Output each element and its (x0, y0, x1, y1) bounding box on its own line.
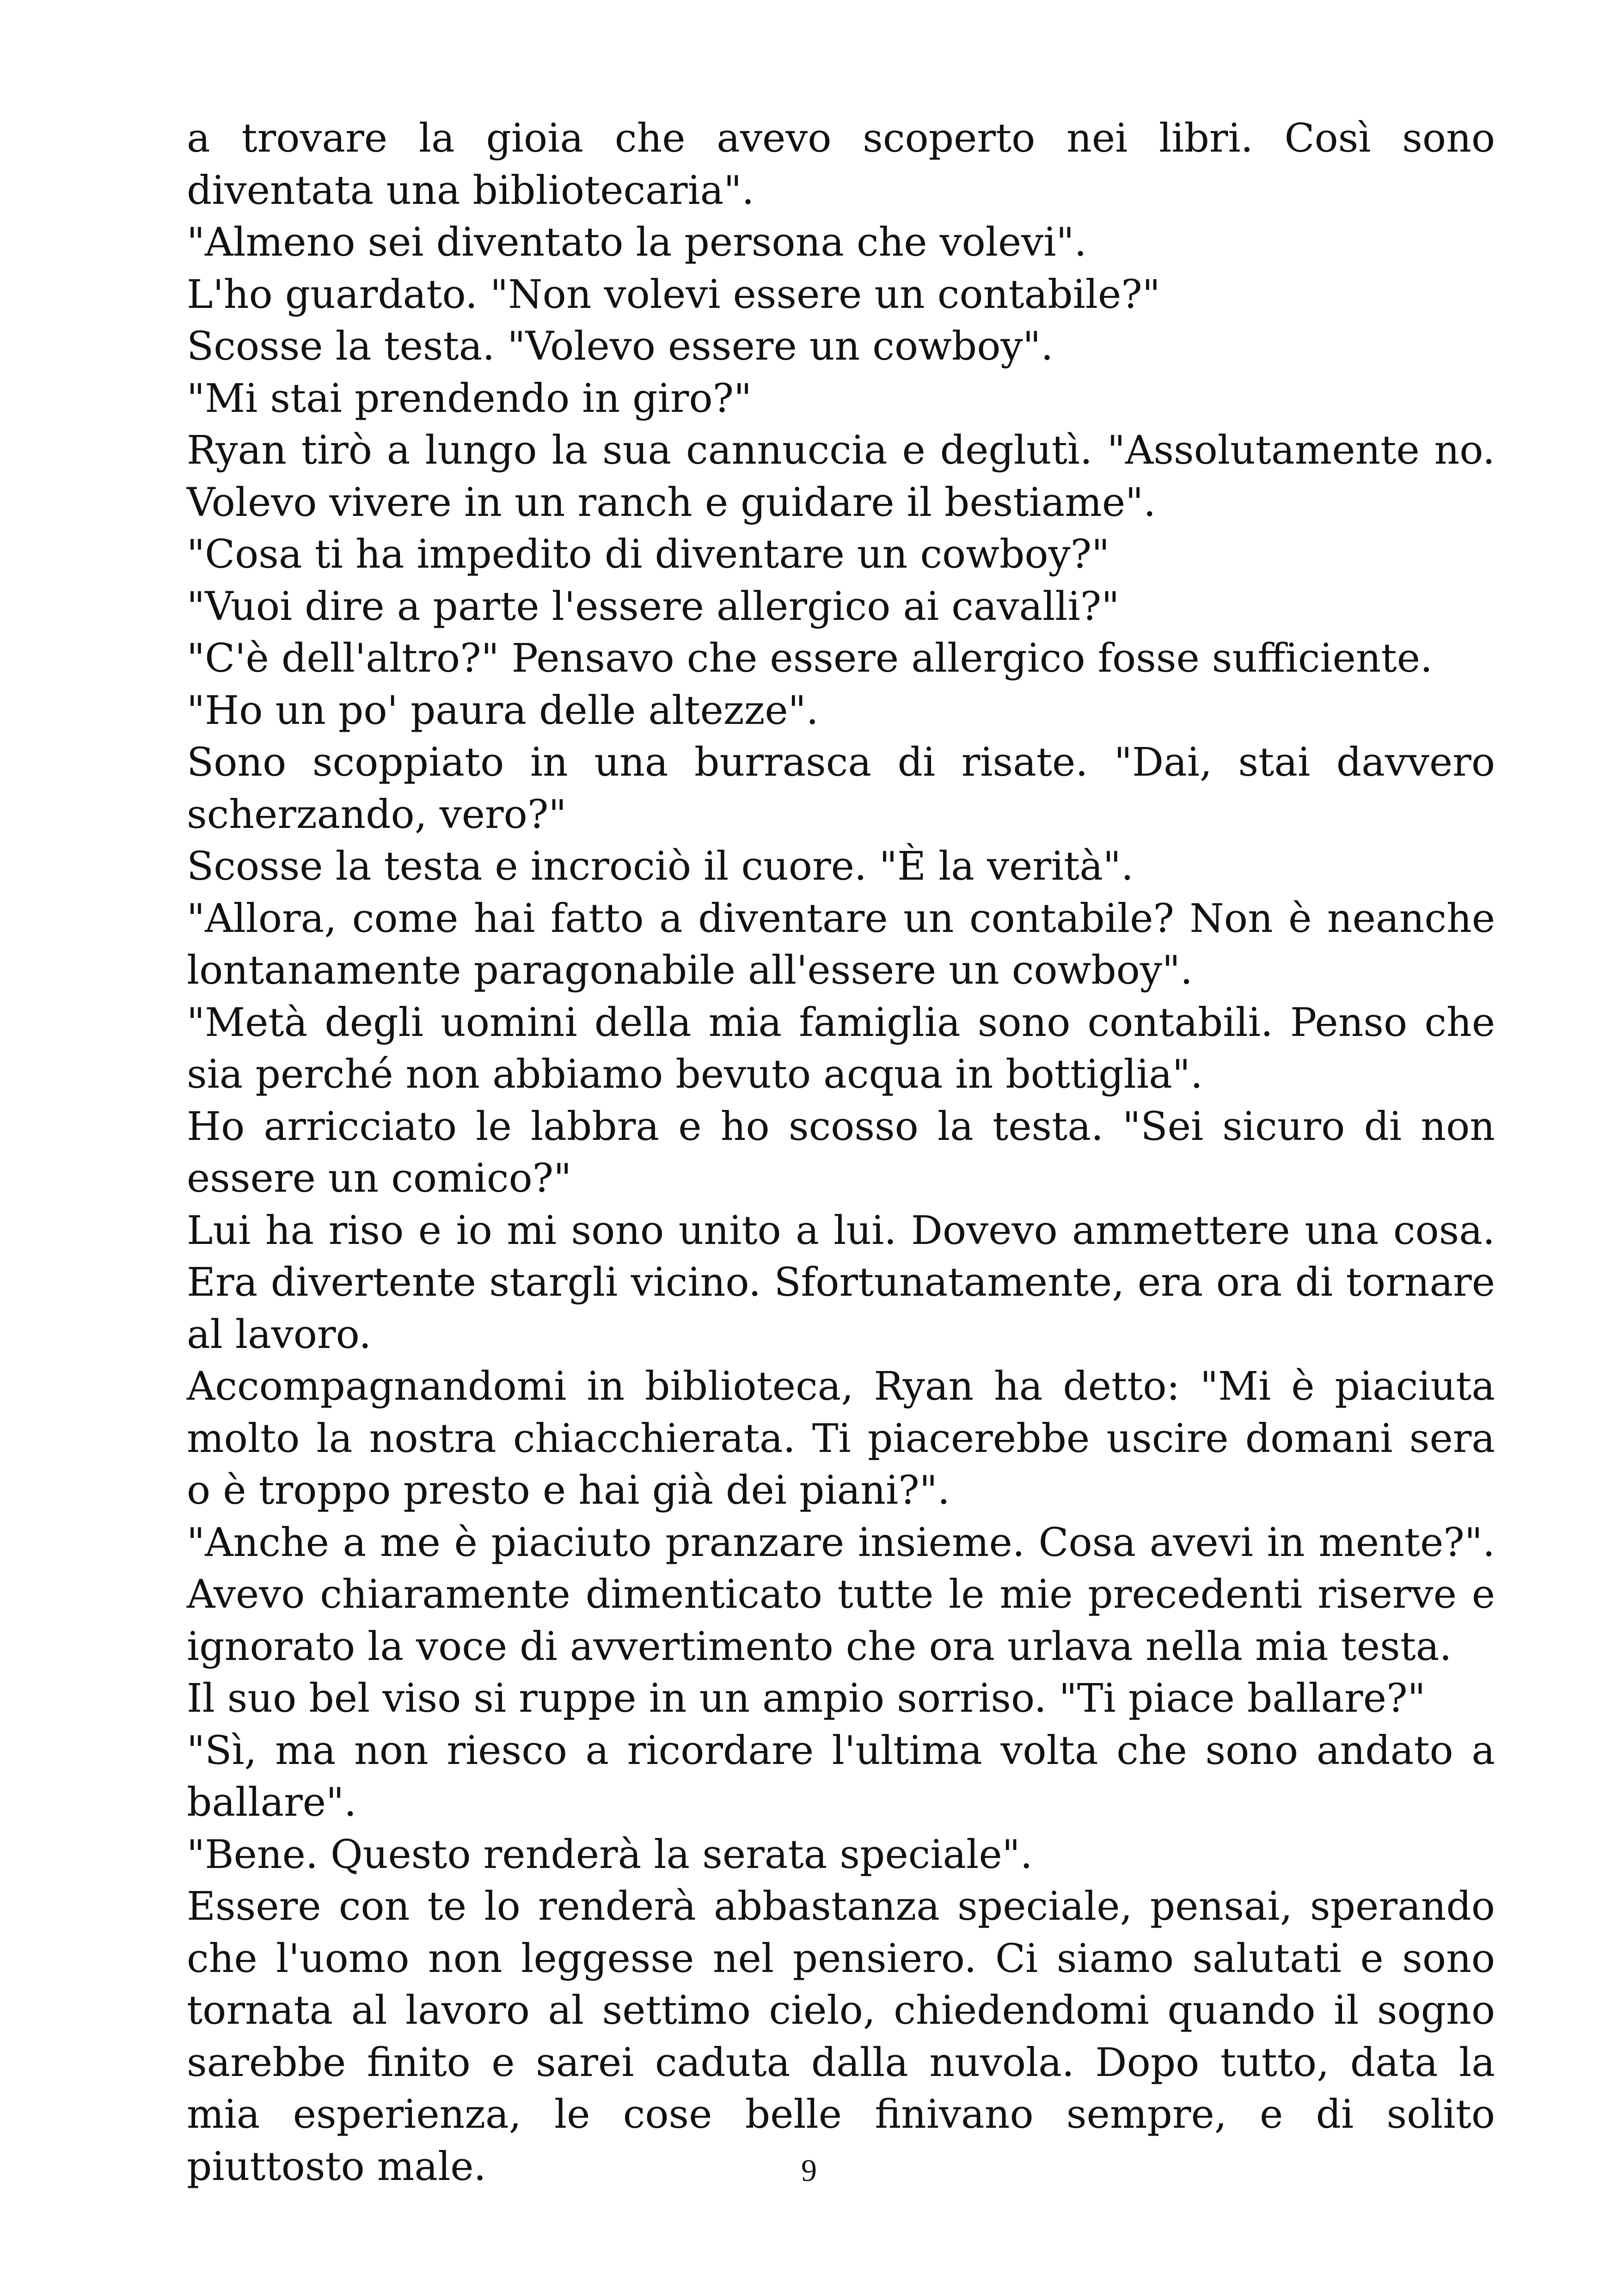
paragraph: Il suo bel viso si ruppe in un ampio sorriso. "Ti piace ballare?" (187, 1676, 1426, 1721)
paragraph: Accompagnandomi in biblioteca, Ryan ha detto: "Mi è piaciuta molto la nostra chiacchierata. Ti piacerebbe uscire domani sera o è troppo presto e hai già dei piani?". (187, 1364, 1495, 1513)
paragraph: "Anche a me è piaciuto pranzare insieme. Cosa avevi in mente?". Avevo chiaramente dimenticato tutte le mie precedenti riserve e ignorato la voce di avvertimento che ora urlava nella mia testa. (187, 1519, 1495, 1670)
paragraph: Scosse la testa e incrociò il cuore. "È la verità". (187, 844, 1134, 889)
paragraph: "Sì, ma non riesco a ricordare l'ultima volta che sono andato a ballare". (187, 1727, 1495, 1825)
paragraph: L'ho guardato. "Non volevi essere un contabile?" (187, 271, 1160, 318)
paragraph: Lui ha riso e io mi sono unito a lui. Dovevo ammettere una cosa. Era divertente stargli vicino. Sfortunatamente, era ora di tornare al lavoro. (187, 1207, 1495, 1358)
paragraph: Essere con te lo renderà abbastanza speciale, pensai, sperando che l'uomo non leggesse nel pensiero. Ci siamo salutati e sono tornata al lavoro al settimo cielo, chiedendomi quando il sogno sarebbe finito e sarei caduta dalla nuvola. Dopo tutto, data la mia esperienza, le cose belle finivano sempre, e di solito piuttosto male. (187, 1884, 1495, 2190)
paragraph: "Vuoi dire a parte l'essere allergico ai cavalli?" (187, 583, 1120, 630)
paragraph: "Mi stai prendendo in giro?" (187, 375, 752, 422)
page-number: 9 (801, 2153, 817, 2188)
paragraph: Sono scoppiato in una burrasca di risate. "Dai, stai davvero scherzando, vero?" (187, 740, 1495, 838)
paragraph: "Cosa ti ha impedito di diventare un cowboy?" (187, 532, 1110, 577)
paragraph: "C'è dell'altro?" Pensavo che essere allergico fosse sufficiente. (187, 636, 1433, 681)
paragraph: "Bene. Questo renderà la serata speciale". (187, 1831, 1033, 1878)
paragraph: "Ho un po' paura delle altezze". (187, 687, 819, 734)
paragraph: Ho arricciato le labbra e ho scosso la testa. "Sei sicuro di non essere un comico?" (187, 1103, 1495, 1201)
paragraph: "Metà degli uomini della mia famiglia sono contabili. Penso che sia perché non abbiamo bevuto acqua in bottiglia". (187, 999, 1495, 1097)
paragraph: Scosse la testa. "Volevo essere un cowboy". (187, 324, 1054, 369)
paragraph: a trovare la gioia che avevo scoperto nei libri. Così sono diventata una bibliotecaria". (187, 116, 1495, 214)
paragraph: "Allora, come hai fatto a diventare un contabile? Non è neanche lontanamente paragonabile all'essere un cowboy". (187, 895, 1495, 993)
body-text (187, 113, 1495, 2193)
paragraph: Ryan tirò a lungo la sua cannuccia e deglutì. "Assolutamente no. Volevo vivere in un ranch e guidare il bestiame". (187, 428, 1495, 526)
paragraph: "Almeno sei diventato la persona che volevi". (187, 220, 1087, 265)
